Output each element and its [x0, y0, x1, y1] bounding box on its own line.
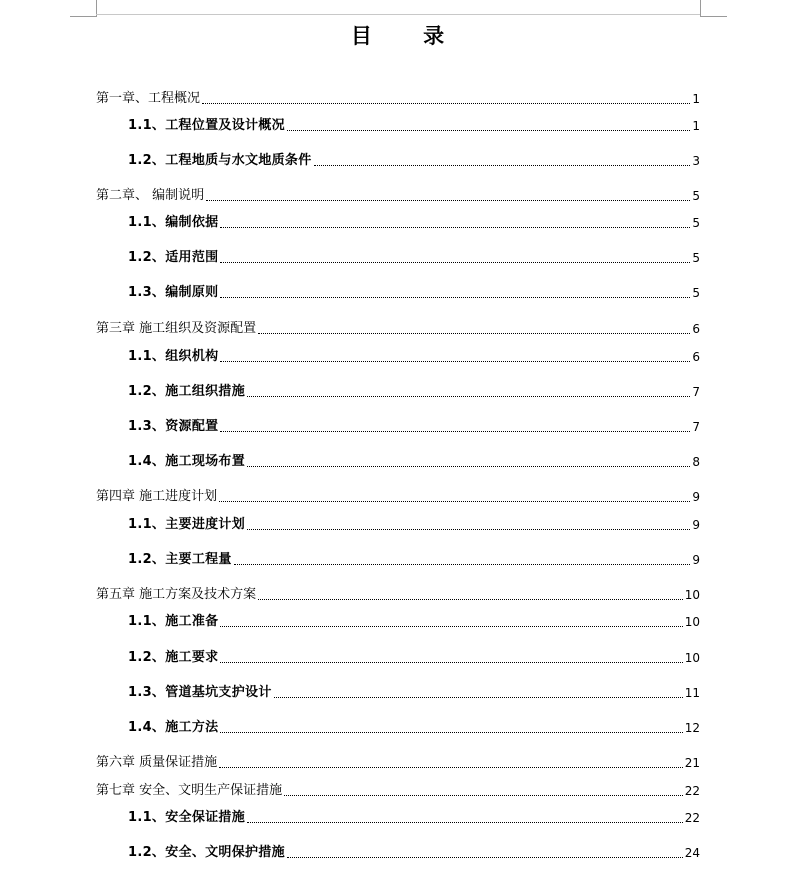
- toc-dot-leader: [274, 696, 683, 698]
- toc-entry-label: 1.2、施工组织措施: [128, 384, 246, 399]
- toc-dot-leader: [219, 766, 683, 768]
- toc-entry-page-number: 9: [692, 518, 700, 532]
- toc-entry-label: 1.4、施工方法: [128, 720, 219, 735]
- toc-entry-label: 1.3、资源配置: [128, 419, 219, 434]
- toc-entry-label: 第六章 质量保证措施: [96, 755, 218, 770]
- toc-entry-page-number: 9: [692, 553, 700, 567]
- toc-title: 目 录: [350, 24, 467, 48]
- toc-entry-label: 第一章、工程概况: [96, 91, 201, 106]
- toc-entry-page-number: 9: [692, 490, 700, 504]
- page-corner-mark-right: [700, 0, 727, 17]
- toc-entry-page-number: 10: [684, 588, 700, 602]
- toc-dot-leader: [258, 332, 690, 334]
- toc-entry-label: 第二章、 编制说明: [96, 188, 205, 203]
- toc-entry-label: 1.3、编制原则: [128, 285, 219, 300]
- toc-entry-label: 第七章 安全、文明生产保证措施: [96, 783, 283, 798]
- toc-dot-leader: [287, 129, 690, 131]
- toc-entry-page-number: 1: [692, 92, 700, 106]
- toc-chapter-entry[interactable]: [96, 318, 700, 340]
- toc-entry-label: 1.1、组织机构: [128, 349, 219, 364]
- toc-dot-leader: [247, 465, 690, 467]
- toc-dot-leader: [284, 794, 683, 796]
- toc-section-entry[interactable]: [128, 682, 700, 704]
- toc-dot-leader: [247, 528, 690, 530]
- toc-entry-page-number: 22: [684, 784, 700, 798]
- toc-section-entry[interactable]: [128, 212, 700, 234]
- toc-entry-label: 1.1、施工准备: [128, 614, 219, 629]
- toc-entry-label: 1.1、主要进度计划: [128, 517, 246, 532]
- toc-entry-page-number: 5: [692, 189, 700, 203]
- toc-dot-leader: [220, 226, 690, 228]
- toc-dot-leader: [220, 360, 690, 362]
- toc-section-entry[interactable]: [128, 282, 700, 304]
- toc-section-entry[interactable]: [128, 416, 700, 438]
- toc-entry-label: 1.1、工程位置及设计概况: [128, 118, 285, 133]
- toc-dot-leader: [234, 563, 691, 565]
- toc-section-entry[interactable]: [128, 115, 700, 137]
- toc-dot-leader: [220, 661, 682, 663]
- toc-entry-page-number: 11: [684, 686, 700, 700]
- toc-entry-label: 1.1、编制依据: [128, 215, 219, 230]
- toc-section-entry[interactable]: [128, 842, 700, 864]
- toc-entry-label: 1.2、适用范围: [128, 250, 219, 265]
- toc-dot-leader: [220, 430, 690, 432]
- toc-section-entry[interactable]: [128, 549, 700, 571]
- toc-chapter-entry[interactable]: [96, 780, 700, 802]
- toc-entry-page-number: 5: [692, 216, 700, 230]
- toc-entry-page-number: 7: [692, 420, 700, 434]
- toc-section-entry[interactable]: [128, 717, 700, 739]
- toc-dot-leader: [220, 731, 682, 733]
- toc-entry-page-number: 10: [684, 615, 700, 629]
- toc-entry-page-number: 8: [692, 455, 700, 469]
- toc-section-entry[interactable]: [128, 807, 700, 829]
- toc-dot-leader: [220, 261, 690, 263]
- toc-section-entry[interactable]: [128, 514, 700, 536]
- toc-section-entry[interactable]: [128, 247, 700, 269]
- toc-entry-page-number: 3: [692, 154, 700, 168]
- toc-dot-leader: [220, 625, 682, 627]
- toc-entry-label: 1.2、施工要求: [128, 650, 219, 665]
- toc-entry-label: 1.2、工程地质与水文地质条件: [128, 153, 312, 168]
- toc-chapter-entry[interactable]: [96, 752, 700, 774]
- toc-entry-label: 1.1、安全保证措施: [128, 810, 246, 825]
- toc-entry-label: 第四章 施工进度计划: [96, 489, 218, 504]
- toc-entry-label: 1.2、主要工程量: [128, 552, 232, 567]
- toc-entry-label: 第三章 施工组织及资源配置: [96, 321, 257, 336]
- toc-chapter-entry[interactable]: [96, 486, 700, 508]
- toc-dot-leader: [287, 856, 683, 858]
- toc-dot-leader: [206, 199, 690, 201]
- toc-entry-page-number: 5: [692, 251, 700, 265]
- toc-dot-leader: [247, 395, 690, 397]
- toc-section-entry[interactable]: [128, 381, 700, 403]
- toc-entry-page-number: 21: [684, 756, 700, 770]
- toc-dot-leader: [247, 821, 683, 823]
- toc-entry-label: 第五章 施工方案及技术方案: [96, 587, 257, 602]
- toc-section-entry[interactable]: [128, 611, 700, 633]
- toc-entry-page-number: 7: [692, 385, 700, 399]
- toc-entry-page-number: 1: [692, 119, 700, 133]
- page-corner-mark-left: [70, 0, 97, 17]
- toc-entry-label: 1.3、管道基坑支护设计: [128, 685, 272, 700]
- toc-entry-label: 1.2、安全、文明保护措施: [128, 845, 285, 860]
- toc-entry-page-number: 12: [684, 721, 700, 735]
- toc-chapter-entry[interactable]: [96, 185, 700, 207]
- toc-section-entry[interactable]: [128, 451, 700, 473]
- toc-section-entry[interactable]: [128, 346, 700, 368]
- toc-chapter-entry[interactable]: [96, 88, 700, 110]
- toc-chapter-entry[interactable]: [96, 584, 700, 606]
- toc-entry-label: 1.4、施工现场布置: [128, 454, 246, 469]
- toc-dot-leader: [219, 500, 690, 502]
- toc-entry-page-number: 24: [684, 846, 700, 860]
- toc-entry-page-number: 6: [692, 350, 700, 364]
- toc-entry-page-number: 5: [692, 286, 700, 300]
- toc-entry-page-number: 6: [692, 322, 700, 336]
- toc-dot-leader: [258, 598, 683, 600]
- toc-dot-leader: [220, 296, 690, 298]
- toc-section-entry[interactable]: [128, 150, 700, 172]
- toc-section-entry[interactable]: [128, 647, 700, 669]
- toc-dot-leader: [202, 102, 690, 104]
- toc-dot-leader: [314, 164, 691, 166]
- header-rule: [96, 14, 700, 15]
- toc-entry-page-number: 22: [684, 811, 700, 825]
- toc-entry-page-number: 10: [684, 651, 700, 665]
